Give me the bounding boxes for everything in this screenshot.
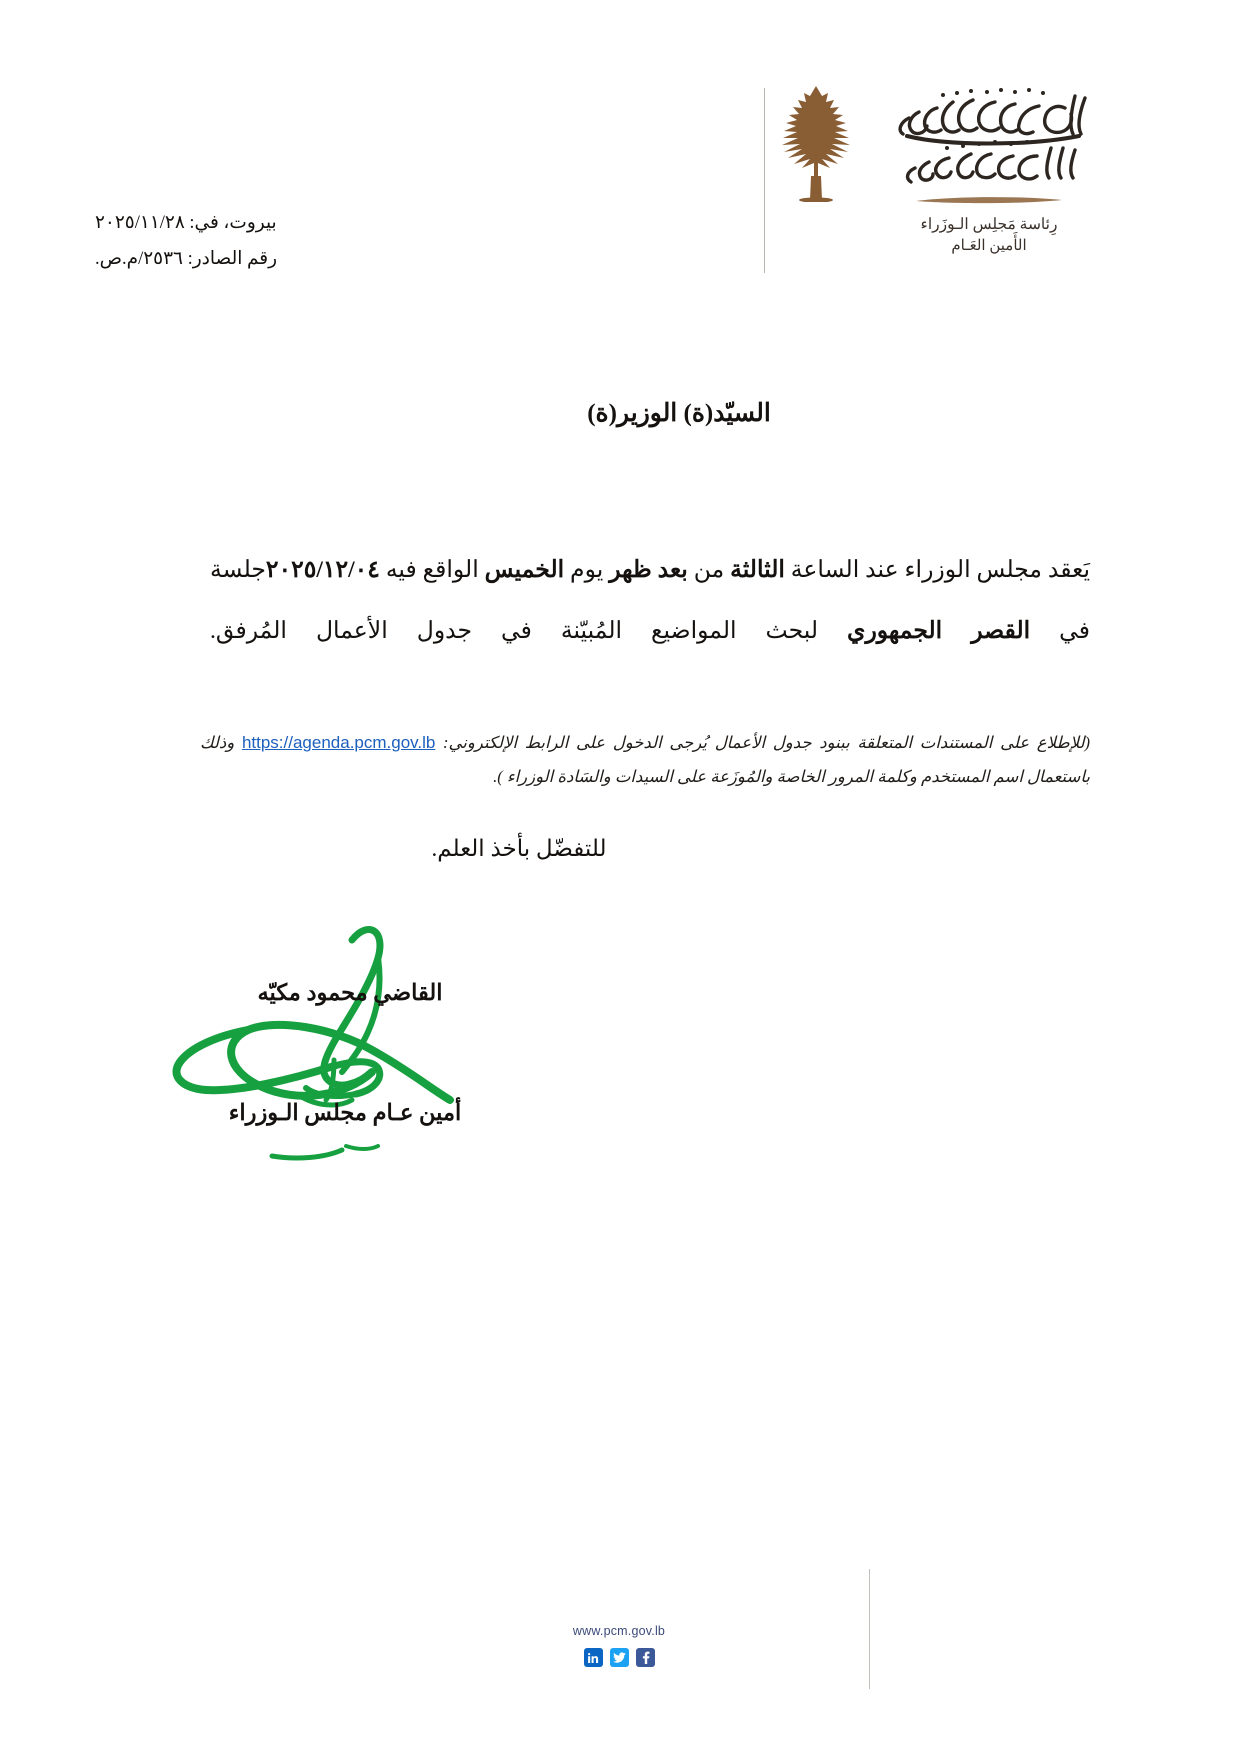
note-suffix: وذلك باستعمال اسم المستخدم وكلمة المرور الخاصة والمُوزَعة على السيدات والسَادة الوزراء ).: [200, 733, 1090, 786]
agenda-access-note: [200, 726, 1090, 793]
agenda-portal-link[interactable]: https://agenda.pcm.gov.lb: [241, 733, 436, 752]
body-bold-place: القصر الجمهوري: [847, 618, 1031, 645]
org-line-secretary-general: الأَمين العَـام: [951, 238, 1027, 255]
letterhead-divider: [764, 88, 765, 273]
footer-website-url[interactable]: www.pcm.gov.lb: [572, 1624, 666, 1638]
date-reference-block: [95, 205, 325, 277]
salutation: [0, 398, 1238, 428]
organisation-lines: [921, 214, 1058, 258]
body-paragraph: [210, 540, 1090, 662]
letterhead-crest: [764, 78, 1108, 258]
signatory-title: أمين عـام مجلس الـوزراء: [228, 1100, 462, 1125]
place-date-line: بيروت، في: ٢٠٢٥/١١/٢٨: [95, 213, 277, 233]
org-line-presidency: رِئاسة مَجلِس الـوزَراء: [920, 216, 1058, 233]
signature-block: [120, 900, 540, 1200]
letterhead: [764, 78, 1154, 278]
note-prefix: (للإطلاع على المستندات المتعلقة ببنود جدول الأعمال يُرجى الدخول على الرابط الإلكتروني:: [435, 733, 1091, 752]
reference-number-line: رقم الصادر: ٢٥٣٦/م.ص.: [95, 249, 278, 270]
footer: [0, 1624, 1238, 1667]
body-bold-day: الخميس: [484, 557, 565, 583]
closing-line: [0, 836, 1238, 862]
cedar-icon: [764, 78, 868, 207]
body-bold-afternoon: بعد ظهر: [609, 557, 688, 583]
linkedin-icon[interactable]: [584, 1648, 603, 1667]
closing-text: للتفضّل بأخذ العلم.: [431, 836, 607, 861]
body-seg-1: يَعقد مجلس الوزراء عند الساعة: [784, 557, 1090, 583]
body-seg-4: الواقع فيه: [379, 557, 485, 583]
body-seg-3: يوم: [564, 557, 610, 583]
body-bold-time: الثالثة: [730, 557, 785, 583]
body-bold-date: ٢٠٢٥/١٢/٠٤: [265, 557, 380, 583]
twitter-icon[interactable]: [610, 1648, 629, 1667]
body-seg-5: جلسة في: [210, 557, 1090, 645]
social-links: [584, 1648, 655, 1667]
republic-name-block: [874, 78, 1104, 258]
salutation-text: السيّد(ة) الوزير(ة): [587, 400, 771, 427]
letterhead-swash-ornament: [914, 191, 1064, 209]
signatory-name: القاضي محمود مكيّه: [257, 980, 443, 1005]
body-seg-6: لبحث المواضيع المُبيّنة في جدول الأعمال المُرفق.: [210, 618, 848, 645]
letter-body: [210, 540, 1090, 662]
republic-name-calligraphy: [879, 78, 1099, 191]
facebook-icon[interactable]: [636, 1648, 655, 1667]
body-seg-2: من: [687, 557, 731, 583]
